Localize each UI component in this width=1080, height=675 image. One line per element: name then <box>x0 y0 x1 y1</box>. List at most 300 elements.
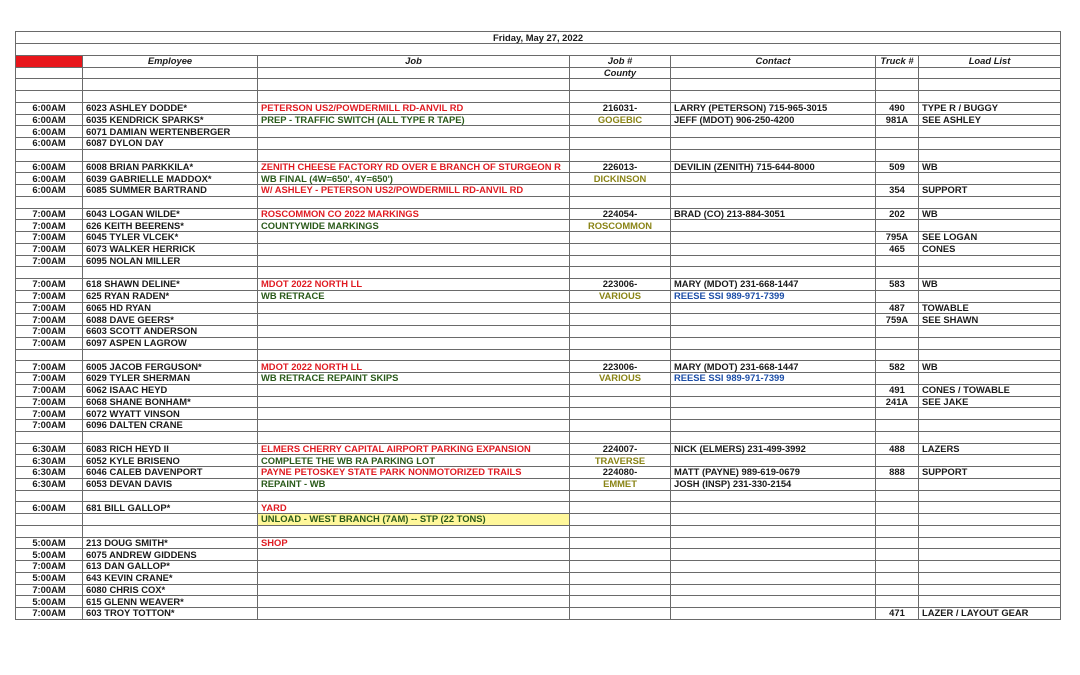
job-cell: SHOP <box>258 537 570 549</box>
table-row <box>16 549 1061 561</box>
table-row <box>16 596 1061 608</box>
truck-cell: 487 <box>876 302 919 314</box>
employee-cell: 626 KEITH BEERENS* <box>83 220 258 232</box>
table-row <box>16 455 1061 467</box>
table-row <box>16 384 1061 396</box>
truck-cell: 582 <box>876 361 919 373</box>
employee-cell: 615 GLENN WEAVER* <box>83 596 258 608</box>
job-cell: REPAINT - WB <box>258 478 570 490</box>
job-number-cell <box>570 596 671 608</box>
job-cell: MDOT 2022 NORTH LL <box>258 279 570 291</box>
time-cell: 7:00AM <box>16 279 83 291</box>
contact-cell <box>671 384 876 396</box>
schedule-date: Friday, May 27, 2022 <box>16 32 1061 44</box>
load-list-cell <box>919 455 1061 467</box>
job-number-cell: VARIOUS <box>570 373 671 385</box>
job-cell <box>258 255 570 267</box>
job-number-cell: 223006- <box>570 279 671 291</box>
time-cell: 7:00AM <box>16 361 83 373</box>
time-cell: 6:30AM <box>16 455 83 467</box>
load-list-cell <box>919 572 1061 584</box>
table-row <box>16 185 1061 197</box>
truck-cell: 241A <box>876 396 919 408</box>
employee-cell: 6043 LOGAN WILDE* <box>83 208 258 220</box>
contact-cell: BRAD (CO) 213-884-3051 <box>671 208 876 220</box>
job-cell <box>258 396 570 408</box>
job-number-cell <box>570 326 671 338</box>
time-cell: 7:00AM <box>16 408 83 420</box>
job-number-cell <box>570 337 671 349</box>
load-list-cell: WB <box>919 208 1061 220</box>
employee-cell: 6035 KENDRICK SPARKS* <box>83 114 258 126</box>
header-employee: Employee <box>83 55 258 67</box>
time-cell: 6:00AM <box>16 161 83 173</box>
job-number-cell: TRAVERSE <box>570 455 671 467</box>
time-cell: 6:00AM <box>16 102 83 114</box>
contact-cell <box>671 173 876 185</box>
contact-cell <box>671 220 876 232</box>
header-load-list: Load List <box>919 55 1061 67</box>
job-number-cell <box>570 584 671 596</box>
table-row <box>16 537 1061 549</box>
job-cell: PAYNE PETOSKEY STATE PARK NONMOTORIZED TRAILS <box>258 467 570 479</box>
employee-cell: 6080 CHRIS COX* <box>83 584 258 596</box>
truck-cell <box>876 255 919 267</box>
spacer-row <box>16 431 1061 443</box>
truck-cell <box>876 126 919 138</box>
job-cell: YARD <box>258 502 570 514</box>
contact-cell: MARY (MDOT) 231-668-1447 <box>671 361 876 373</box>
table-row <box>16 126 1061 138</box>
table-row <box>16 373 1061 385</box>
truck-cell <box>876 455 919 467</box>
load-list-cell <box>919 326 1061 338</box>
table-row <box>16 572 1061 584</box>
truck-cell: 981A <box>876 114 919 126</box>
table-row <box>16 138 1061 150</box>
time-cell: 6:00AM <box>16 502 83 514</box>
job-number-cell <box>570 384 671 396</box>
table-row <box>16 243 1061 255</box>
contact-cell <box>671 408 876 420</box>
job-cell: COUNTYWIDE MARKINGS <box>258 220 570 232</box>
spacer-row <box>16 196 1061 208</box>
job-number-cell: 224007- <box>570 443 671 455</box>
contact-cell <box>671 255 876 267</box>
job-number-cell: EMMET <box>570 478 671 490</box>
time-cell <box>16 514 83 526</box>
load-list-cell <box>919 173 1061 185</box>
time-cell: 5:00AM <box>16 537 83 549</box>
load-list-cell: CONES <box>919 243 1061 255</box>
load-list-cell: WB <box>919 279 1061 291</box>
job-cell: COMPLETE THE WB RA PARKING LOT <box>258 455 570 467</box>
time-cell: 7:00AM <box>16 584 83 596</box>
spacer-row <box>16 349 1061 361</box>
job-cell <box>258 596 570 608</box>
employee-cell: 6073 WALKER HERRICK <box>83 243 258 255</box>
job-number-cell <box>570 514 671 526</box>
contact-cell <box>671 584 876 596</box>
spacer-row <box>16 79 1061 91</box>
job-cell <box>258 232 570 244</box>
employee-cell: 6005 JACOB FERGUSON* <box>83 361 258 373</box>
employee-cell: 6023 ASHLEY DODDE* <box>83 102 258 114</box>
time-cell: 7:00AM <box>16 255 83 267</box>
spacer-row <box>16 91 1061 103</box>
truck-cell <box>876 596 919 608</box>
job-number-cell <box>570 126 671 138</box>
job-number-cell: ROSCOMMON <box>570 220 671 232</box>
load-list-cell: CONES / TOWABLE <box>919 384 1061 396</box>
table-row <box>16 102 1061 114</box>
contact-cell: REESE SSI 989-971-7399 <box>671 373 876 385</box>
job-cell <box>258 138 570 150</box>
job-number-cell <box>570 608 671 620</box>
load-list-cell <box>919 584 1061 596</box>
load-list-cell <box>919 514 1061 526</box>
table-row <box>16 408 1061 420</box>
truck-cell: 202 <box>876 208 919 220</box>
employee-cell: 6062 ISAAC HEYD <box>83 384 258 396</box>
time-cell: 7:00AM <box>16 302 83 314</box>
load-list-cell <box>919 255 1061 267</box>
contact-cell: NICK (ELMERS) 231-499-3992 <box>671 443 876 455</box>
employee-cell: 603 TROY TOTTON* <box>83 608 258 620</box>
header-contact: Contact <box>671 55 876 67</box>
contact-cell <box>671 138 876 150</box>
load-list-cell: SEE LOGAN <box>919 232 1061 244</box>
truck-cell <box>876 326 919 338</box>
truck-cell <box>876 502 919 514</box>
employee-cell: 213 DOUG SMITH* <box>83 537 258 549</box>
time-cell: 5:00AM <box>16 572 83 584</box>
time-cell: 7:00AM <box>16 243 83 255</box>
contact-cell <box>671 337 876 349</box>
load-list-cell: SUPPORT <box>919 467 1061 479</box>
time-cell: 7:00AM <box>16 220 83 232</box>
load-list-cell <box>919 478 1061 490</box>
contact-cell <box>671 185 876 197</box>
employee-cell: 6072 WYATT VINSON <box>83 408 258 420</box>
job-cell <box>258 420 570 432</box>
spacer-row <box>16 44 1061 56</box>
job-cell <box>258 302 570 314</box>
job-cell <box>258 561 570 573</box>
job-cell: ZENITH CHEESE FACTORY RD OVER E BRANCH OF STURGEON R <box>258 161 570 173</box>
truck-cell <box>876 290 919 302</box>
job-number-cell <box>570 549 671 561</box>
load-list-cell: LAZER / LAYOUT GEAR <box>919 608 1061 620</box>
table-row <box>16 514 1061 526</box>
job-cell: PETERSON US2/POWDERMILL RD-ANVIL RD <box>258 102 570 114</box>
time-cell: 7:00AM <box>16 396 83 408</box>
time-cell: 6:30AM <box>16 467 83 479</box>
table-row <box>16 302 1061 314</box>
time-cell: 5:00AM <box>16 549 83 561</box>
load-list-cell <box>919 220 1061 232</box>
job-cell <box>258 608 570 620</box>
contact-cell <box>671 326 876 338</box>
employee-cell: 625 RYAN RADEN* <box>83 290 258 302</box>
contact-cell <box>671 514 876 526</box>
load-list-cell: TYPE R / BUGGY <box>919 102 1061 114</box>
truck-cell <box>876 408 919 420</box>
job-cell <box>258 243 570 255</box>
job-number-cell <box>570 243 671 255</box>
job-number-cell: DICKINSON <box>570 173 671 185</box>
employee-cell: 6088 DAVE GEERS* <box>83 314 258 326</box>
job-number-cell: 223006- <box>570 361 671 373</box>
job-cell: UNLOAD - WEST BRANCH (7AM) -- STP (22 TONS) <box>258 514 570 526</box>
truck-cell: 465 <box>876 243 919 255</box>
load-list-cell: TOWABLE <box>919 302 1061 314</box>
contact-cell <box>671 537 876 549</box>
contact-cell <box>671 126 876 138</box>
table-row <box>16 220 1061 232</box>
employee-cell: 643 KEVIN CRANE* <box>83 572 258 584</box>
spacer-row <box>16 525 1061 537</box>
spacer-row <box>16 149 1061 161</box>
truck-cell: 471 <box>876 608 919 620</box>
job-cell: WB RETRACE <box>258 290 570 302</box>
load-list-cell <box>919 126 1061 138</box>
table-row <box>16 608 1061 620</box>
table-row <box>16 314 1061 326</box>
employee-cell: 6068 SHANE BONHAM* <box>83 396 258 408</box>
table-row <box>16 255 1061 267</box>
job-number-cell <box>570 502 671 514</box>
header-county: County <box>570 67 671 79</box>
time-cell: 5:00AM <box>16 596 83 608</box>
employee-cell: 6029 TYLER SHERMAN <box>83 373 258 385</box>
truck-cell: 509 <box>876 161 919 173</box>
time-cell: 7:00AM <box>16 314 83 326</box>
table-row <box>16 161 1061 173</box>
job-cell <box>258 584 570 596</box>
time-cell: 7:00AM <box>16 290 83 302</box>
contact-cell <box>671 608 876 620</box>
load-list-cell <box>919 561 1061 573</box>
table-row <box>16 396 1061 408</box>
date-row <box>16 32 1061 44</box>
header-time: Time <box>16 55 83 67</box>
job-cell <box>258 326 570 338</box>
contact-cell <box>671 502 876 514</box>
truck-cell <box>876 337 919 349</box>
job-number-cell <box>570 561 671 573</box>
contact-cell <box>671 314 876 326</box>
load-list-cell: SEE SHAWN <box>919 314 1061 326</box>
load-list-cell <box>919 502 1061 514</box>
time-cell: 7:00AM <box>16 561 83 573</box>
load-list-cell <box>919 549 1061 561</box>
job-number-cell <box>570 232 671 244</box>
truck-cell <box>876 549 919 561</box>
employee-cell: 6083 RICH HEYD II <box>83 443 258 455</box>
job-number-cell <box>570 314 671 326</box>
header-job: Job <box>258 55 570 67</box>
employee-cell: 6046 CALEB DAVENPORT <box>83 467 258 479</box>
table-row <box>16 290 1061 302</box>
employee-cell <box>83 514 258 526</box>
job-number-cell <box>570 408 671 420</box>
job-number-cell: VARIOUS <box>570 290 671 302</box>
load-list-cell: WB <box>919 161 1061 173</box>
employee-cell: 6008 BRIAN PARKKILA* <box>83 161 258 173</box>
truck-cell: 795A <box>876 232 919 244</box>
time-cell: 6:00AM <box>16 114 83 126</box>
job-cell <box>258 408 570 420</box>
header-job-number: Job # <box>570 55 671 67</box>
truck-cell <box>876 138 919 150</box>
job-number-cell: 226013- <box>570 161 671 173</box>
employee-cell: 6087 DYLON DAY <box>83 138 258 150</box>
table-row <box>16 584 1061 596</box>
job-number-cell <box>570 185 671 197</box>
employee-cell: 613 DAN GALLOP* <box>83 561 258 573</box>
schedule-table <box>15 31 1061 620</box>
table-row <box>16 502 1061 514</box>
job-cell: PREP - TRAFFIC SWITCH (ALL TYPE R TAPE) <box>258 114 570 126</box>
job-cell: WB FINAL (4W=650', 4Y=650') <box>258 173 570 185</box>
job-cell: ROSCOMMON CO 2022 MARKINGS <box>258 208 570 220</box>
job-number-cell: 224054- <box>570 208 671 220</box>
contact-cell: JEFF (MDOT) 906-250-4200 <box>671 114 876 126</box>
table-row <box>16 279 1061 291</box>
spacer-row <box>16 490 1061 502</box>
employee-cell: 6065 HD RYAN <box>83 302 258 314</box>
table-row <box>16 561 1061 573</box>
truck-cell: 759A <box>876 314 919 326</box>
schedule-sheet <box>15 31 1060 620</box>
load-list-cell: SEE ASHLEY <box>919 114 1061 126</box>
contact-cell <box>671 549 876 561</box>
employee-cell: 6071 DAMIAN WERTENBERGER <box>83 126 258 138</box>
time-cell: 7:00AM <box>16 608 83 620</box>
table-row <box>16 173 1061 185</box>
job-cell: MDOT 2022 NORTH LL <box>258 361 570 373</box>
time-cell: 7:00AM <box>16 326 83 338</box>
contact-cell <box>671 243 876 255</box>
truck-cell <box>876 514 919 526</box>
contact-cell: MARY (MDOT) 231-668-1447 <box>671 279 876 291</box>
employee-cell: 6603 SCOTT ANDERSON <box>83 326 258 338</box>
time-cell: 7:00AM <box>16 384 83 396</box>
time-cell: 7:00AM <box>16 337 83 349</box>
table-row <box>16 478 1061 490</box>
header-truck: Truck # <box>876 55 919 67</box>
truck-cell <box>876 478 919 490</box>
job-cell: W/ ASHLEY - PETERSON US2/POWDERMILL RD-ANVIL RD <box>258 185 570 197</box>
load-list-cell: LAZERS <box>919 443 1061 455</box>
job-cell <box>258 549 570 561</box>
employee-cell: 6085 SUMMER BARTRAND <box>83 185 258 197</box>
contact-cell: MATT (PAYNE) 989-619-0679 <box>671 467 876 479</box>
employee-cell: 6039 GABRIELLE MADDOX* <box>83 173 258 185</box>
contact-cell: LARRY (PETERSON) 715-965-3015 <box>671 102 876 114</box>
load-list-cell <box>919 337 1061 349</box>
time-cell: 6:00AM <box>16 126 83 138</box>
load-list-cell: WB <box>919 361 1061 373</box>
truck-cell <box>876 420 919 432</box>
employee-cell: 6045 TYLER VLCEK* <box>83 232 258 244</box>
table-row <box>16 232 1061 244</box>
job-cell <box>258 126 570 138</box>
job-cell <box>258 384 570 396</box>
time-cell: 7:00AM <box>16 420 83 432</box>
job-cell <box>258 337 570 349</box>
time-cell: 7:00AM <box>16 232 83 244</box>
load-list-cell <box>919 596 1061 608</box>
table-row <box>16 443 1061 455</box>
load-list-cell <box>919 290 1061 302</box>
job-number-cell: 216031- <box>570 102 671 114</box>
job-cell: ELMERS CHERRY CAPITAL AIRPORT PARKING EXPANSION <box>258 443 570 455</box>
table-row <box>16 326 1061 338</box>
truck-cell: 488 <box>876 443 919 455</box>
contact-cell: DEVILIN (ZENITH) 715-644-8000 <box>671 161 876 173</box>
time-cell: 6:00AM <box>16 138 83 150</box>
load-list-cell <box>919 373 1061 385</box>
job-cell: WB RETRACE REPAINT SKIPS <box>258 373 570 385</box>
job-number-cell <box>570 302 671 314</box>
contact-cell <box>671 561 876 573</box>
load-list-cell <box>919 138 1061 150</box>
load-list-cell <box>919 537 1061 549</box>
job-number-cell <box>570 420 671 432</box>
job-cell <box>258 314 570 326</box>
truck-cell: 491 <box>876 384 919 396</box>
table-row <box>16 337 1061 349</box>
truck-cell <box>876 561 919 573</box>
contact-cell <box>671 396 876 408</box>
employee-cell: 6096 DALTEN CRANE <box>83 420 258 432</box>
header-row <box>16 55 1061 67</box>
contact-cell: JOSH (INSP) 231-330-2154 <box>671 478 876 490</box>
contact-cell <box>671 302 876 314</box>
employee-cell: 6095 NOLAN MILLER <box>83 255 258 267</box>
employee-cell: 6075 ANDREW GIDDENS <box>83 549 258 561</box>
time-cell: 6:30AM <box>16 443 83 455</box>
contact-cell <box>671 455 876 467</box>
truck-cell <box>876 537 919 549</box>
load-list-cell: SEE JAKE <box>919 396 1061 408</box>
contact-cell <box>671 420 876 432</box>
employee-cell: 6052 KYLE BRISENO <box>83 455 258 467</box>
truck-cell: 490 <box>876 102 919 114</box>
employee-cell: 6097 ASPEN LAGROW <box>83 337 258 349</box>
time-cell: 6:30AM <box>16 478 83 490</box>
contact-cell <box>671 596 876 608</box>
contact-cell <box>671 572 876 584</box>
truck-cell <box>876 572 919 584</box>
header-row-2 <box>16 67 1061 79</box>
truck-cell <box>876 220 919 232</box>
spacer-row <box>16 267 1061 279</box>
job-number-cell <box>570 396 671 408</box>
truck-cell: 354 <box>876 185 919 197</box>
truck-cell <box>876 173 919 185</box>
table-row <box>16 420 1061 432</box>
time-cell: 6:00AM <box>16 185 83 197</box>
table-row <box>16 467 1061 479</box>
contact-cell <box>671 232 876 244</box>
job-number-cell: 224080- <box>570 467 671 479</box>
employee-cell: 6053 DEVAN DAVIS <box>83 478 258 490</box>
contact-cell: REESE SSI 989-971-7399 <box>671 290 876 302</box>
job-number-cell <box>570 255 671 267</box>
